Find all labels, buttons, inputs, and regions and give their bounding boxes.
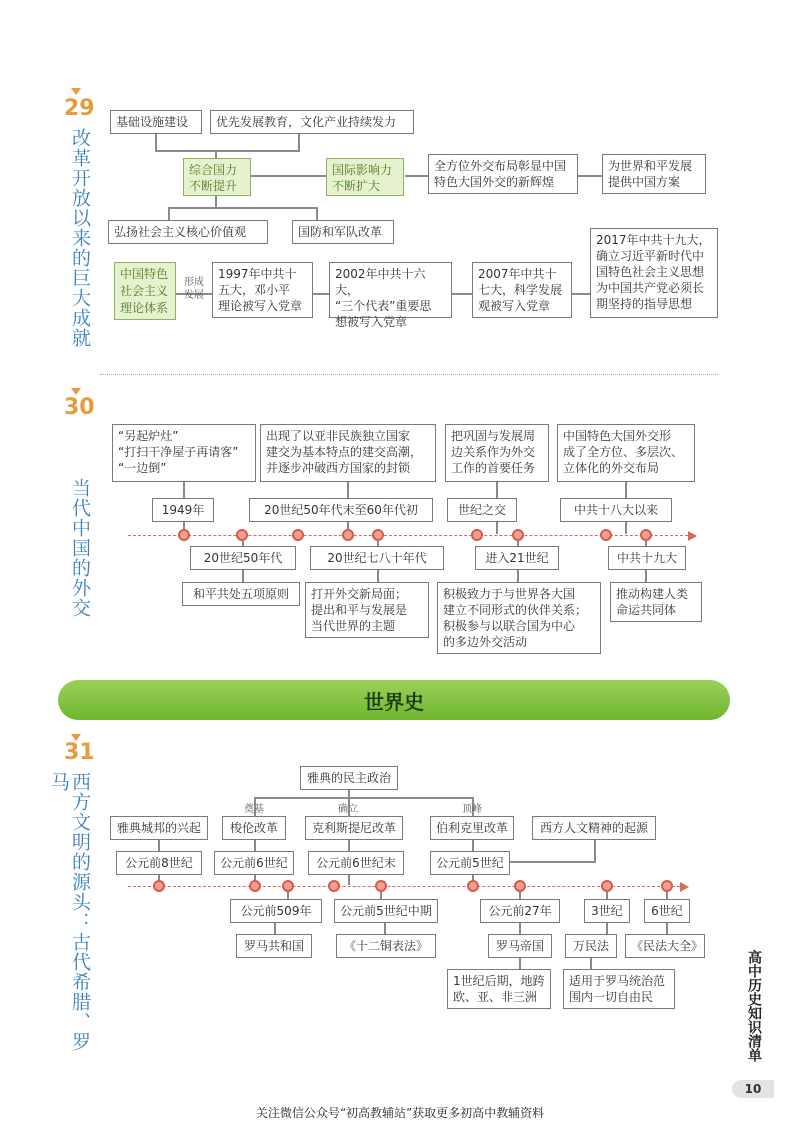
connector <box>496 522 498 534</box>
connector <box>594 840 596 862</box>
arrow-right-icon <box>688 531 697 541</box>
section-title-29: 改革开放以来的巨大成就 <box>69 128 91 348</box>
date-1950s: 20世纪50年代 <box>190 546 296 570</box>
date-1950s-60s: 20世纪50年代末至60年代初 <box>249 498 433 522</box>
date-3rd-century: 3世纪 <box>584 899 630 923</box>
timeline-dot <box>292 529 304 541</box>
box-roman-empire: 罗马帝国 <box>488 934 552 958</box>
connector <box>155 150 300 152</box>
connector <box>348 875 350 885</box>
timeline-dot <box>514 880 526 892</box>
timeline-dot <box>178 529 190 541</box>
date-19th-congress: 中共十九大 <box>608 546 686 570</box>
connector <box>625 522 627 534</box>
label-foundation: 奠基 <box>244 804 264 815</box>
connector <box>242 570 244 582</box>
date-late-6th-century-bc: 公元前6世纪末 <box>308 851 404 875</box>
section-marker-icon <box>71 388 81 395</box>
connector <box>254 797 474 799</box>
footer-note: 关注微信公众号“初高教辅站”获取更多初高中教辅资料 <box>255 1106 545 1120</box>
section-marker-icon <box>71 88 81 95</box>
box-infrastructure: 基础设施建设 <box>110 110 202 134</box>
box-free-citizens: 适用于罗马统治范 围内一切自由民 <box>563 969 675 1009</box>
box-cleisthenes-reform: 克利斯提尼改革 <box>305 816 403 840</box>
box-2017: 2017年中共十九大， 确立习近平新时代中 国特色社会主义思想 为中国共产党必须长 期坚持的指导思想 <box>590 228 718 318</box>
box-1997: 1997年中共十 五大，邓小平 理论被写入党章 <box>212 262 313 318</box>
timeline-dot <box>328 880 340 892</box>
timeline-dot <box>471 529 483 541</box>
box-partnerships: 积极致力于与世界各大国 建立不同形式的伙伴关系； 积极参与以联合国为中心 的多边外交活动 <box>437 582 601 654</box>
timeline-dot <box>153 880 165 892</box>
connector <box>578 175 602 177</box>
connector <box>168 207 318 209</box>
arrow-right-icon <box>680 882 689 892</box>
connector <box>510 861 596 863</box>
timeline-dot <box>600 529 612 541</box>
side-title: 高中历史知识清单 <box>746 950 762 1062</box>
date-21st-century: 进入21世纪 <box>475 546 559 570</box>
box-defense: 国防和军队改革 <box>292 220 394 244</box>
box-2002: 2002年中共十六大， “三个代表”重要思 想被写入党章 <box>329 262 452 318</box>
section-title-30: 当代中国的外交 <box>69 478 91 618</box>
date-turn-of-century: 世纪之交 <box>447 498 517 522</box>
date-18th-congress: 中共十八大以来 <box>560 498 672 522</box>
timeline-dot <box>282 880 294 892</box>
connector <box>316 207 318 221</box>
timeline-dot <box>249 880 261 892</box>
box-twelve-tables: 《十二铜表法》 <box>336 934 436 958</box>
timeline-dot <box>661 880 673 892</box>
connector <box>250 175 326 177</box>
box-five-principles: 和平共处五项原则 <box>182 582 300 606</box>
timeline-dot <box>640 529 652 541</box>
connector <box>313 293 329 295</box>
timeline-dot <box>372 529 384 541</box>
timeline-dot <box>342 529 354 541</box>
box-national-power: 综合国力 不断提升 <box>183 158 251 196</box>
box-1950s-wave: 出现了以亚非民族独立国家 建交为基本特点的建交高潮， 并逐步冲破西方国家的封锁 <box>260 424 436 482</box>
box-pericles-reform: 伯利克里改革 <box>430 816 514 840</box>
connector <box>452 293 472 295</box>
connector <box>298 133 300 151</box>
world-history-banner: 世界史 <box>58 680 730 720</box>
timeline-dot <box>236 529 248 541</box>
date-1970s-80s: 20世纪七八十年代 <box>310 546 444 570</box>
date-5th-century-bc: 公元前5世纪 <box>430 851 510 875</box>
box-community: 推动构建人类 命运共同体 <box>610 582 702 622</box>
timeline <box>128 886 680 887</box>
label-peak: 顶峰 <box>462 804 482 815</box>
section-number-31: 31 <box>64 740 95 765</box>
box-corpus-juris: 《民法大全》 <box>625 934 705 958</box>
page-number: 10 <box>732 1080 774 1098</box>
date-1949: 1949年 <box>152 498 214 522</box>
section-number-30: 30 <box>64 395 95 420</box>
connector <box>215 194 217 208</box>
box-three-continents: 1世纪后期，地跨 欧、亚、非三洲 <box>447 969 551 1009</box>
date-27-bc: 公元前27年 <box>480 899 560 923</box>
box-solon-reform: 梭伦改革 <box>222 816 286 840</box>
box-2007: 2007年中共十 七大，科学发展 观被写入党章 <box>472 262 572 318</box>
box-new-situation: 打开外交新局面； 提出和平与发展是 当代世界的主题 <box>305 582 429 638</box>
box-core-values: 弘扬社会主义核心价值观 <box>108 220 268 244</box>
timeline-dot <box>375 880 387 892</box>
label-establish: 确立 <box>338 804 358 815</box>
box-1949-policy: “另起炉灶” “打扫干净屋子再请客” “一边倒” <box>112 424 256 482</box>
timeline-dot <box>512 529 524 541</box>
timeline-dot <box>467 880 479 892</box>
box-theory-system: 中国特色 社会主义 理论体系 <box>114 262 176 320</box>
date-509-bc: 公元前509年 <box>230 899 322 923</box>
date-8th-century-bc: 公元前8世纪 <box>116 851 202 875</box>
connector <box>377 570 379 582</box>
box-athens-democracy: 雅典的民主政治 <box>300 766 398 790</box>
box-city-state: 雅典城邦的兴起 <box>110 816 208 840</box>
box-roman-republic: 罗马共和国 <box>236 934 312 958</box>
section-title-31: 西方文明的源头：古代希腊、罗马 <box>48 772 91 1052</box>
box-neighbors: 把巩固与发展周 边关系作为外交 工作的首要任务 <box>445 424 549 482</box>
connector <box>645 570 647 582</box>
label-form-develop: 形成 发展 <box>184 277 204 301</box>
box-education: 优先发展教育，文化产业持续发力 <box>210 110 414 134</box>
connector <box>572 293 590 295</box>
box-diplomacy: 全方位外交布局彰显中国 特色大国外交的新辉煌 <box>428 154 578 194</box>
box-peace: 为世界和平发展 提供中国方案 <box>602 154 706 194</box>
connector <box>405 175 429 177</box>
date-6th-century-bc: 公元前6世纪 <box>214 851 294 875</box>
connector <box>155 133 157 151</box>
box-influence: 国际影响力 不断扩大 <box>326 158 404 196</box>
box-ius-gentium: 万民法 <box>565 934 617 958</box>
connector <box>517 570 519 582</box>
date-6th-century: 6世纪 <box>644 899 690 923</box>
connector <box>168 207 170 221</box>
divider <box>100 374 718 375</box>
box-humanism-origin: 西方人文精神的起源 <box>532 816 656 840</box>
section-number-29: 29 <box>64 96 95 121</box>
date-mid-5th-century-bc: 公元前5世纪中期 <box>334 899 438 923</box>
box-major-country: 中国特色大国外交形 成了全方位、多层次、 立体化的外交布局 <box>557 424 695 482</box>
timeline-dot <box>601 880 613 892</box>
